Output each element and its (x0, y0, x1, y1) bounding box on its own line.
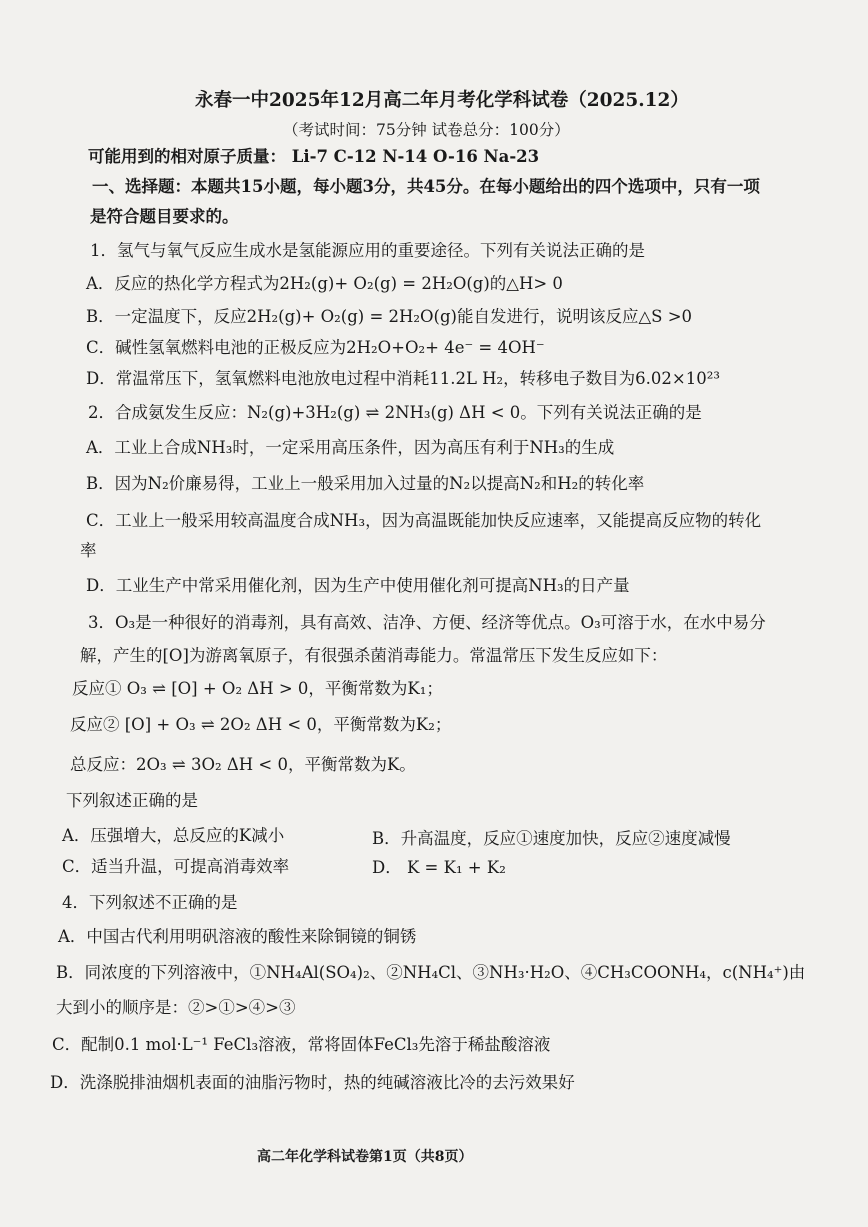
q3-option-a: A．压强增大，总反应的K减小 (62, 826, 285, 845)
q1-option-b: B．一定温度下，反应2H₂(g)+ O₂(g) = 2H₂O(g)能自发进行，说明该反应△S >0 (86, 307, 693, 326)
q2-option-c-cont: 率 (80, 541, 97, 560)
exam-title: 永春一中2025年12月高二年月考化学科试卷（2025.12） (195, 90, 689, 111)
q4-option-b: B．同浓度的下列溶液中，①NH₄Al(SO₄)₂、②NH₄Cl、③NH₃·H₂O、④CH₃COONH₄，c(NH₄⁺)由 (56, 963, 806, 982)
q3-option-c: C．适当升温，可提高消毒效率 (62, 857, 290, 876)
page-footer: 高二年化学科试卷第1页（共8页） (257, 1149, 473, 1165)
exam-subtitle: （考试时间：75分钟 试卷总分：100分） (283, 121, 570, 139)
q3-stem: 3．O₃是一种很好的消毒剂，具有高效、洁净、方便、经济等优点。O₃可溶于水，在水中易分 (88, 613, 766, 632)
q3-stem-cont: 解，产生的[O]为游离氧原子，有很强杀菌消毒能力。常温常压下发生反应如下： (80, 646, 668, 665)
q3-reaction-1: 反应① O₃ ⇌ [O] + O₂ ΔH > 0，平衡常数为K₁； (72, 679, 443, 698)
q3-reaction-2: 反应② [O] + O₃ ⇌ 2O₂ ΔH < 0，平衡常数为K₂； (70, 715, 452, 734)
q2-option-c: C．工业上一般采用较高温度合成NH₃，因为高温既能加快反应速率，又能提高反应物的转化 (86, 511, 762, 530)
q1-option-c: C．碱性氢氧燃料电池的正极反应为2H₂O+O₂+ 4e⁻ = 4OH⁻ (86, 338, 545, 357)
q2-option-a: A．工业上合成NH₃时，一定采用高压条件，因为高压有利于NH₃的生成 (86, 438, 615, 457)
q4-stem: 4．下列叙述不正确的是 (62, 893, 238, 912)
q2-option-b: B．因为N₂价廉易得，工业上一般采用加入过量的N₂以提高N₂和H₂的转化率 (86, 474, 645, 493)
q3-total-reaction: 总反应：2O₃ ⇌ 3O₂ ΔH < 0，平衡常数为K。 (70, 755, 416, 774)
section1-heading-cont: 是符合题目要求的。 (90, 207, 239, 226)
q4-option-d: D．洗涤脱排油烟机表面的油脂污物时，热的纯碱溶液比冷的去污效果好 (50, 1073, 575, 1092)
q2-stem: 2．合成氨发生反应：N₂(g)+3H₂(g) ⇌ 2NH₃(g) ΔH < 0。下列有关说法正确的是 (88, 403, 702, 422)
q3-ask: 下列叙述正确的是 (66, 791, 198, 810)
q3-option-b: B．升高温度，反应①速度加快，反应②速度减慢 (372, 829, 731, 848)
q4-option-a: A．中国古代利用明矾溶液的酸性来除铜镜的铜锈 (58, 927, 417, 946)
q1-stem: 1．氢气与氧气反应生成水是氢能源应用的重要途径。下列有关说法正确的是 (90, 241, 645, 260)
q3-option-d: D． K = K₁ + K₂ (372, 858, 506, 877)
atomic-masses: 可能用到的相对原子质量： Li-7 C-12 N-14 O-16 Na-23 (88, 147, 540, 166)
q2-option-d: D．工业生产中常采用催化剂，因为生产中使用催化剂可提高NH₃的日产量 (86, 576, 630, 595)
q1-option-a: A．反应的热化学方程式为2H₂(g)+ O₂(g) = 2H₂O(g)的△H> 0 (86, 274, 563, 293)
section1-heading: 一、选择题：本题共15小题，每小题3分，共45分。在每小题给出的四个选项中，只有一项 (92, 177, 760, 196)
q4-option-c: C．配制0.1 mol·L⁻¹ FeCl₃溶液，常将固体FeCl₃先溶于稀盐酸溶液 (52, 1035, 551, 1054)
q4-option-b-cont: 大到小的顺序是：②>①>④>③ (56, 998, 296, 1017)
q1-option-d: D．常温常压下，氢氧燃料电池放电过程中消耗11.2L H₂，转移电子数目为6.02×10²³ (86, 369, 720, 388)
